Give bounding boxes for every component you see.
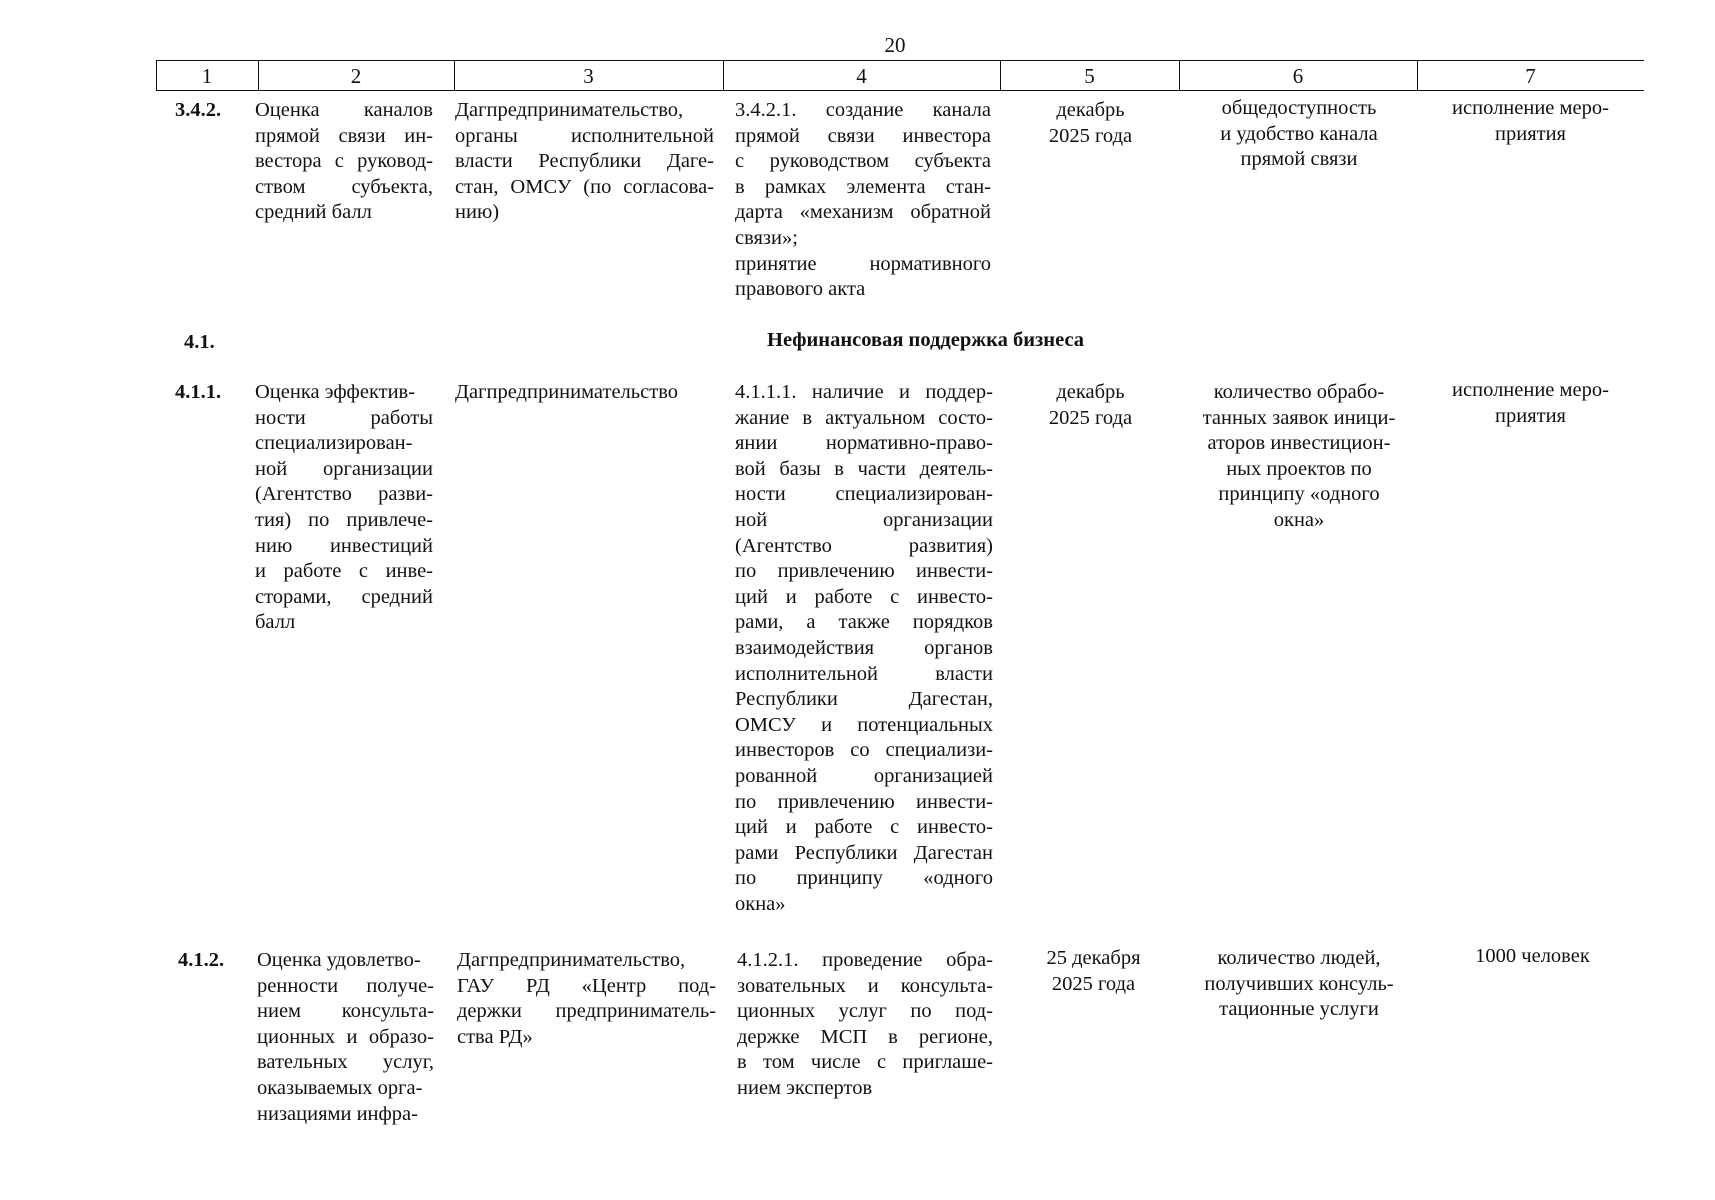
- row-number: 4.1.2.: [178, 949, 225, 971]
- text-line: получивших консуль-: [1204, 972, 1394, 995]
- column-header-6: 6: [1292, 64, 1304, 88]
- text-line: с руководством субъекта: [735, 150, 991, 173]
- text-line: ГАУ РД «Центр под-: [457, 974, 716, 997]
- text-line: вой базы в части деятель-: [735, 457, 993, 480]
- text-line: в рамках элемента стан-: [735, 175, 991, 198]
- text-line: ством субъекта,: [255, 175, 433, 198]
- result-cell: [1180, 380, 1418, 534]
- result-cell: [1180, 946, 1418, 1023]
- measure-cell: [735, 380, 993, 917]
- text-line: 25 декабря: [1046, 947, 1141, 969]
- text-line: по привлечению инвести-: [735, 560, 993, 583]
- text-line: дарта «механизм обратной: [735, 201, 991, 224]
- executor-cell: [457, 948, 716, 1050]
- text-line: 3.4.2.1. создание канала: [735, 99, 991, 121]
- text-line: Дагпредпринимательство,: [455, 99, 684, 121]
- text-line: декабрь: [1056, 381, 1125, 403]
- text-line: янии нормативно-право-: [735, 432, 993, 455]
- text-line: общедоступность: [1221, 97, 1377, 119]
- text-line: жание в актуальном состо-: [735, 406, 993, 429]
- text-line: нием консульта-: [257, 1000, 434, 1023]
- text-line: правового акта: [735, 278, 866, 301]
- text-line: ности работы: [255, 406, 433, 429]
- text-line: зовательных и консульта-: [737, 974, 993, 997]
- text-line: декабрь: [1056, 99, 1125, 121]
- text-line: ства РД»: [457, 1025, 533, 1048]
- column-header-3: 3: [583, 64, 594, 88]
- text-line: ционных услуг по под-: [737, 1000, 993, 1023]
- text-line: (Агентство развития): [735, 534, 993, 557]
- target-cell: [1417, 96, 1644, 147]
- text-line: Оценка эффектив-: [255, 381, 416, 403]
- text-line: держки предприниматель-: [457, 1000, 716, 1023]
- text-line: ной организации: [735, 508, 993, 531]
- column-header-5: 5: [1084, 64, 1095, 88]
- text-line: сторами, средний: [255, 585, 433, 608]
- text-line: принятие нормативного: [735, 252, 991, 275]
- deadline-cell: [1000, 98, 1181, 149]
- target-cell: [1417, 378, 1644, 429]
- text-line: органы исполнительной: [455, 124, 714, 147]
- text-line: 2025 года: [1048, 124, 1133, 147]
- text-line: и работе с инве-: [255, 560, 433, 583]
- text-line: тационные услуги: [1219, 998, 1379, 1021]
- column-header-7: 7: [1525, 64, 1536, 88]
- text-line: и удобство канала: [1220, 122, 1378, 145]
- text-line: аторов инвестицион-: [1207, 432, 1391, 455]
- text-line: вательных услуг,: [257, 1051, 434, 1074]
- text-line: ных проектов по: [1226, 457, 1372, 480]
- text-line: приятия: [1495, 404, 1566, 427]
- text-line: средний балл: [255, 201, 372, 224]
- text-line: инвесторов со специализи-: [735, 739, 993, 762]
- section-title: Нефинансовая поддержка бизнеса: [767, 329, 1085, 351]
- text-line: власти Республики Даге-: [455, 150, 714, 173]
- text-line: стан, ОМСУ (по согласова-: [455, 175, 714, 198]
- row-number: 3.4.2.: [175, 99, 222, 121]
- text-line: нию): [455, 201, 500, 224]
- text-line: окна»: [1273, 508, 1325, 531]
- deadline-cell: [1000, 380, 1181, 431]
- column-header-4: 4: [856, 64, 867, 88]
- measure-cell: [735, 98, 991, 303]
- text-line: ций и работе с инвесто-: [735, 816, 993, 839]
- indicator-cell: [255, 380, 433, 636]
- text-line: специализирован-: [255, 432, 413, 455]
- indicator-cell: [257, 948, 434, 1127]
- page-number: 20: [884, 33, 906, 57]
- text-line: количество людей,: [1217, 947, 1381, 969]
- text-line: ций и работе с инвесто-: [735, 585, 993, 608]
- section-number: 4.1.: [184, 331, 215, 353]
- text-line: приятия: [1495, 122, 1566, 145]
- text-line: Оценка каналов: [255, 99, 433, 121]
- text-line: держке МСП в регионе,: [737, 1025, 993, 1048]
- text-line: нию инвестиций: [255, 534, 433, 557]
- text-line: прямой связи: [1240, 148, 1358, 171]
- text-line: 2025 года: [1051, 972, 1136, 995]
- text-line: 2025 года: [1048, 406, 1133, 429]
- text-line: рами, а также порядков: [735, 611, 993, 634]
- text-line: 1000 человек: [1475, 945, 1590, 967]
- text-line: 4.1.1.1. наличие и поддер-: [735, 381, 993, 403]
- target-cell: [1419, 944, 1646, 970]
- text-line: прямой связи ин-: [255, 124, 433, 147]
- text-line: ОМСУ и потенциальных: [735, 713, 993, 736]
- deadline-cell: [1003, 946, 1184, 997]
- text-line: Дагпредпринимательство: [455, 381, 678, 403]
- text-line: Дагпредпринимательство,: [457, 949, 686, 971]
- text-line: (Агентство разви-: [255, 483, 433, 506]
- text-line: принципу «одного: [1218, 483, 1380, 506]
- text-line: исполнение меро-: [1452, 97, 1609, 119]
- column-header-2: 2: [350, 64, 362, 88]
- text-line: по привлечению инвести-: [735, 790, 993, 813]
- text-line: рами Республики Дагестан: [735, 841, 993, 864]
- text-line: 4.1.2.1. проведение обра-: [737, 949, 993, 971]
- indicator-cell: [255, 98, 433, 226]
- text-line: количество обрабо-: [1213, 381, 1385, 403]
- text-line: ренности получе-: [257, 974, 434, 997]
- text-line: исполнительной власти: [735, 662, 993, 685]
- executor-cell: [455, 98, 714, 226]
- row-number: 4.1.1.: [175, 381, 222, 403]
- text-line: ности специализирован-: [735, 483, 993, 506]
- text-line: исполнение меро-: [1452, 379, 1609, 401]
- text-line: ной организации: [255, 457, 433, 480]
- text-line: в том числе с приглаше-: [737, 1051, 993, 1074]
- column-header-1: 1: [201, 64, 213, 88]
- measure-cell: [737, 948, 993, 1102]
- text-line: тия) по привлече-: [255, 508, 433, 531]
- text-line: окна»: [735, 892, 786, 915]
- text-line: по принципу «одного: [735, 867, 993, 890]
- text-line: взаимодействия органов: [735, 636, 993, 659]
- text-line: балл: [255, 611, 296, 634]
- text-line: прямой связи инвестора: [735, 124, 991, 147]
- text-line: оказываемых орга-: [257, 1076, 423, 1099]
- text-line: вестора с руковод-: [255, 150, 433, 173]
- text-line: Республики Дагестан,: [735, 688, 993, 711]
- text-line: ционных и образо-: [257, 1025, 434, 1048]
- text-line: Оценка удовлетво-: [257, 949, 421, 971]
- result-cell: [1180, 96, 1418, 173]
- text-line: связи»;: [735, 226, 798, 249]
- executor-cell: [455, 380, 714, 406]
- text-line: нием экспертов: [737, 1076, 873, 1099]
- text-line: рованной организацией: [735, 764, 993, 787]
- text-line: танных заявок иници-: [1202, 406, 1396, 429]
- text-line: низациями инфра-: [257, 1102, 418, 1125]
